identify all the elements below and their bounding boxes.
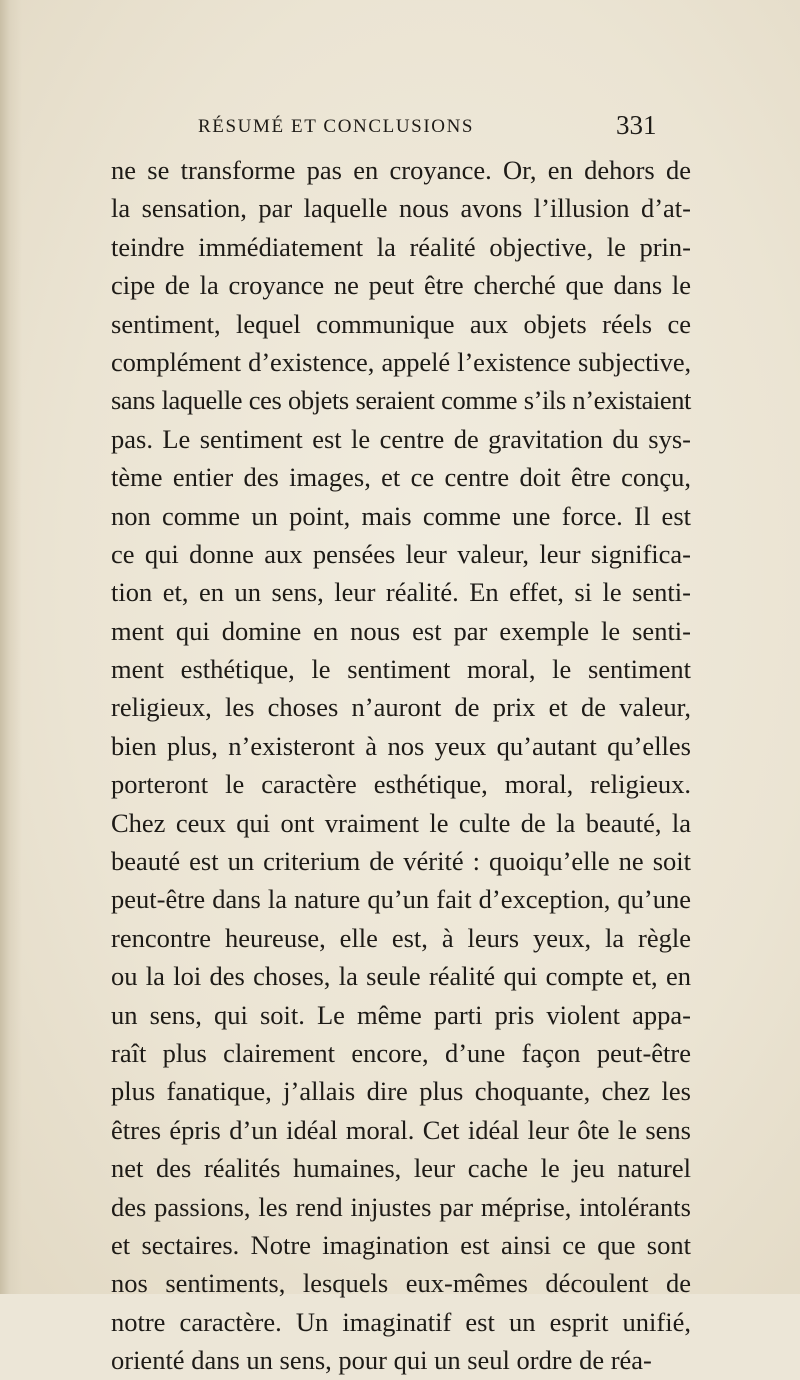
text-line: nos sentiments, lesquels eux-mêmes découlent de <box>111 1268 691 1299</box>
text-line: orienté dans un sens, pour qui un seul ordre de réa- <box>111 1345 652 1376</box>
body-text <box>111 151 691 1380</box>
text-line: tème entier des images, et ce centre doit être conçu, <box>111 462 691 493</box>
text-line: tion et, en un sens, leur réalité. En effet, si le senti- <box>111 577 691 608</box>
text-line: non comme un point, mais comme une force. Il est <box>111 500 691 531</box>
text-line: ne se transforme pas en croyance. Or, en dehors de <box>111 155 691 185</box>
text-line: la sensation, par laquelle nous avons l’illusion d’at- <box>111 193 691 224</box>
text-line: et sectaires. Notre imagination est ainsi ce que sont <box>111 1229 691 1260</box>
text-line: Chez ceux qui ont vraiment le culte de la beauté, la <box>111 807 691 838</box>
running-head-title: RÉSUMÉ ET CONCLUSIONS <box>198 116 475 137</box>
text-line: sans laquelle ces objets seraient comme s’ils n’existaient <box>111 385 691 416</box>
text-line: raît plus clairement encore, d’une façon peut-être <box>111 1037 691 1068</box>
text-line: êtres épris d’un idéal moral. Cet idéal leur ôte le sens <box>111 1114 691 1145</box>
running-head <box>0 110 800 150</box>
text-line: notre caractère. Un imaginatif est un esprit unifié, <box>111 1306 691 1337</box>
text-line: religieux, les choses n’auront de prix et de valeur, <box>111 692 691 723</box>
text-line: des passions, les rend injustes par méprise, intolérants <box>111 1191 691 1222</box>
text-line: cipe de la croyance ne peut être cherché que dans le <box>111 270 691 301</box>
text-line: ce qui donne aux pensées leur valeur, leur significa- <box>111 538 691 569</box>
text-line: sentiment, lequel communique aux objets réels ce <box>111 308 691 339</box>
page-number: 331 <box>616 110 657 140</box>
text-line: peut-être dans la nature qu’un fait d’exception, qu’une <box>111 884 691 915</box>
page-gutter-shadow <box>0 0 22 1294</box>
text-line: rencontre heureuse, elle est, à leurs yeux, la règle <box>111 922 691 953</box>
text-line: ou la loi des choses, la seule réalité qui compte et, en <box>111 961 691 992</box>
text-line: plus fanatique, j’allais dire plus choquante, chez les <box>111 1076 691 1107</box>
text-line: porteront le caractère esthétique, moral, religieux. <box>111 769 691 800</box>
text-line: un sens, qui soit. Le même parti pris violent appa- <box>111 999 691 1030</box>
text-line: bien plus, n’existeront à nos yeux qu’autant qu’elles <box>111 730 691 761</box>
text-line: pas. Le sentiment est le centre de gravitation du sys- <box>111 423 691 454</box>
text-line: complément d’existence, appelé l’existence subjective, <box>111 346 691 377</box>
text-line: net des réalités humaines, leur cache le jeu naturel <box>111 1153 691 1184</box>
text-line: beauté est un criterium de vérité : quoiqu’elle ne soit <box>111 846 691 877</box>
text-line: teindre immédiatement la réalité objective, le prin- <box>111 231 691 262</box>
text-line: ment esthétique, le sentiment moral, le sentiment <box>111 654 691 685</box>
text-line: ment qui domine en nous est par exemple le senti- <box>111 615 691 646</box>
